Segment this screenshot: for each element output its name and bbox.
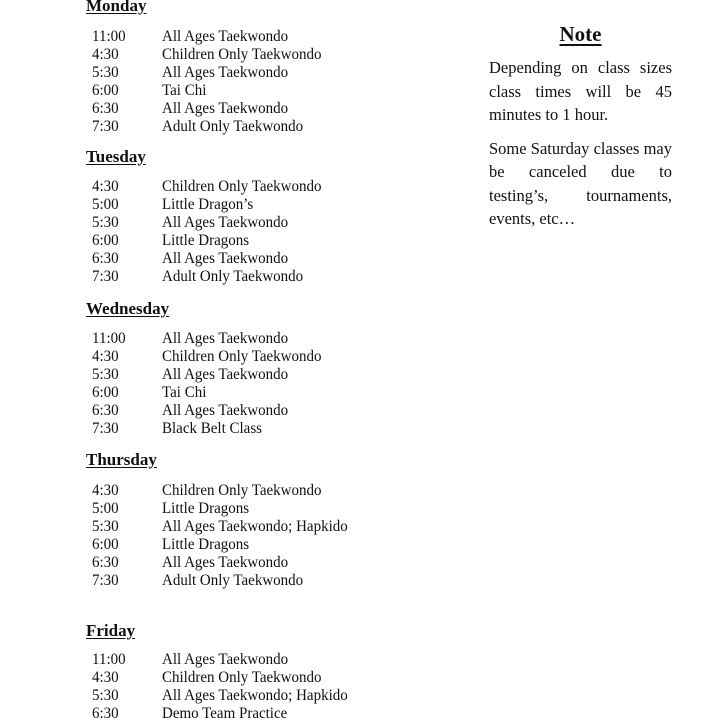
class-time: 6:30 — [92, 402, 119, 420]
class-name: Adult Only Taekwondo — [162, 268, 304, 286]
schedule-row — [92, 517, 348, 536]
note-paragraph: Depending on class sizes class times will be 45 minutes to 1 hour. — [489, 58, 672, 124]
day-heading-thursday: Thursday — [86, 450, 157, 469]
class-time: 6:00 — [92, 536, 119, 554]
schedule-row — [92, 27, 322, 46]
schedule-row — [92, 535, 348, 554]
class-name: All Ages Taekwondo — [162, 100, 289, 118]
class-name: Adult Only Taekwondo — [162, 118, 304, 136]
schedule-row — [92, 45, 322, 64]
schedule-row — [92, 686, 348, 705]
class-name: Demo Team Practice — [162, 705, 288, 723]
schedule-row — [92, 571, 348, 590]
class-time: 4:30 — [92, 348, 119, 366]
class-name: All Ages Taekwondo; Hapkido — [162, 687, 348, 705]
class-time: 5:00 — [92, 500, 119, 518]
class-name: Children Only Taekwondo — [162, 178, 322, 196]
schedule-row — [92, 401, 322, 420]
class-name: Tai Chi — [162, 82, 207, 100]
class-name: Children Only Taekwondo — [162, 669, 322, 687]
class-name: Children Only Taekwondo — [162, 482, 322, 500]
class-time: 4:30 — [92, 669, 119, 687]
class-name: Children Only Taekwondo — [162, 348, 322, 366]
class-name: All Ages Taekwondo — [162, 554, 289, 572]
class-name: Black Belt Class — [162, 420, 262, 438]
schedule-row — [92, 553, 348, 572]
schedule-list-thursday — [92, 481, 348, 589]
schedule-row — [92, 213, 322, 232]
class-name: Adult Only Taekwondo — [162, 572, 304, 590]
schedule-list-monday — [92, 27, 322, 135]
class-time: 5:30 — [92, 366, 119, 384]
class-name: All Ages Taekwondo; Hapkido — [162, 518, 348, 536]
class-time: 7:30 — [92, 118, 119, 136]
class-time: 7:30 — [92, 268, 119, 286]
schedule-row — [92, 650, 348, 669]
schedule-row — [92, 249, 322, 268]
schedule-row — [92, 704, 348, 723]
class-time: 5:30 — [92, 214, 119, 232]
class-time: 7:30 — [92, 572, 119, 590]
class-name: Little Dragon’s — [162, 196, 254, 214]
class-time: 4:30 — [92, 46, 119, 64]
schedule-row — [92, 419, 322, 438]
class-name: All Ages Taekwondo — [162, 214, 289, 232]
class-time: 6:30 — [92, 705, 119, 723]
schedule-row — [92, 177, 322, 196]
day-heading-wednesday: Wednesday — [86, 299, 170, 318]
schedule-list-friday — [92, 650, 348, 722]
class-time: 7:30 — [92, 420, 119, 438]
class-time: 5:30 — [92, 64, 119, 82]
schedule-row — [92, 117, 322, 136]
class-name: Little Dragons — [162, 232, 250, 250]
note-paragraph: Some Saturday classes may be canceled due to testing’s, tournaments, events, etc… — [489, 138, 672, 228]
class-time: 6:30 — [92, 250, 119, 268]
schedule-list-wednesday — [92, 329, 322, 437]
schedule-row — [92, 63, 322, 82]
class-time: 5:30 — [92, 518, 119, 536]
day-heading-monday: Monday — [86, 0, 147, 15]
class-name: Tai Chi — [162, 384, 207, 402]
class-name: Little Dragons — [162, 536, 250, 554]
schedule-row — [92, 267, 322, 286]
class-time: 6:00 — [92, 82, 119, 100]
class-time: 11:00 — [92, 651, 126, 669]
schedule-row — [92, 668, 348, 687]
class-name: All Ages Taekwondo — [162, 28, 289, 46]
schedule-row — [92, 347, 322, 366]
class-time: 11:00 — [92, 28, 126, 46]
class-time: 6:00 — [92, 232, 119, 250]
class-time: 6:30 — [92, 554, 119, 572]
class-name: Little Dragons — [162, 500, 250, 518]
day-heading-friday: Friday — [86, 621, 136, 640]
class-name: All Ages Taekwondo — [162, 64, 289, 82]
schedule-row — [92, 499, 348, 518]
note-title: Note — [559, 22, 602, 46]
schedule-row — [92, 231, 322, 250]
schedule-row — [92, 365, 322, 384]
class-time: 6:00 — [92, 384, 119, 402]
schedule-row — [92, 383, 322, 402]
schedule-row — [92, 195, 322, 214]
day-heading-tuesday: Tuesday — [86, 147, 146, 166]
class-name: All Ages Taekwondo — [162, 366, 289, 384]
class-name: All Ages Taekwondo — [162, 651, 289, 669]
schedule-list-tuesday — [92, 177, 322, 285]
class-name: All Ages Taekwondo — [162, 402, 289, 420]
class-time: 11:00 — [92, 330, 126, 348]
class-time: 5:30 — [92, 687, 119, 705]
class-name: All Ages Taekwondo — [162, 250, 289, 268]
class-name: All Ages Taekwondo — [162, 330, 289, 348]
schedule-row — [92, 481, 348, 500]
class-time: 4:30 — [92, 482, 119, 500]
note-panel — [489, 22, 672, 241]
class-name: Children Only Taekwondo — [162, 46, 322, 64]
schedule-row — [92, 81, 322, 100]
schedule-row — [92, 99, 322, 118]
class-time: 5:00 — [92, 196, 119, 214]
schedule-row — [92, 329, 322, 348]
class-time: 4:30 — [92, 178, 119, 196]
class-time: 6:30 — [92, 100, 119, 118]
